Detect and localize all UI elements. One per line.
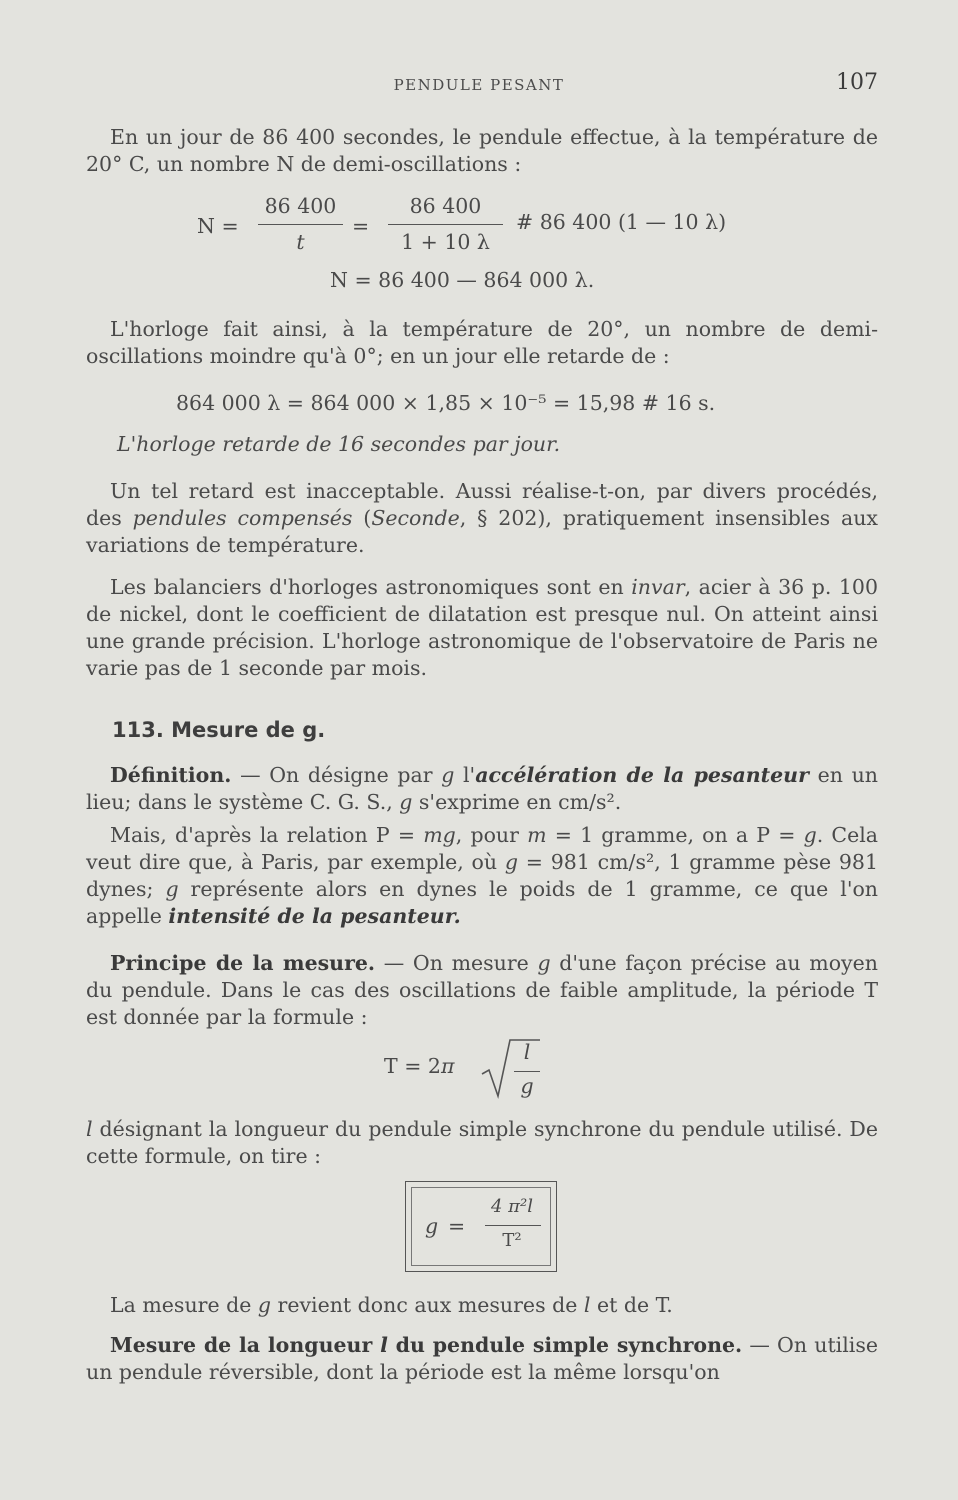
eq1-frac2-num: 86 400 — [409, 194, 482, 218]
invar-term: invar — [631, 575, 685, 599]
principe-a: — On mesure — [375, 951, 538, 975]
l-text: désignant la longueur du pendule simple synchrone du pendule utilisé. De cette formule, on tire : — [86, 1117, 878, 1168]
mesure-b: revient donc aux mesures de — [271, 1293, 584, 1317]
mesure-c: et de T. — [590, 1293, 673, 1317]
def-text-d: en un lieu; dans le système C. G. S., — [86, 763, 878, 814]
mais-g3: g — [165, 877, 179, 901]
eq1-frac2-bar — [388, 224, 503, 225]
principe-b: d'une façon précise au moyen du pendule. Dans le cas des oscillations de faible amplitude, la période T est donnée par la formule : — [86, 951, 878, 1029]
running-header: PENDULE PESANT — [393, 76, 565, 94]
principe-paragraph — [86, 950, 878, 1031]
mais-d: . Cela veut dire que, à Paris, par exemple, où — [86, 823, 878, 874]
eq4-lhs-text: T = 2 — [384, 1054, 441, 1078]
compense-text-a: Un tel retard est inacceptable. Aussi réalise-t-on, par divers procédés, des — [86, 479, 878, 530]
mesure-a: La mesure de — [110, 1293, 258, 1317]
eq5-equals: = — [448, 1214, 466, 1238]
final-paragraph — [86, 1332, 878, 1386]
definition-paragraph — [86, 762, 878, 816]
invar-text-c: , acier à 36 p. 100 de nickel, dont le coefficient de dilatation est presque nul. On atteint ainsi une grande précision. L'horloge astronomique de l'observatoire de Paris ne varie pas de 1 seconde par mois. — [86, 575, 878, 680]
eq4-bar — [514, 1071, 540, 1072]
principe-label: Principe de la mesure. — [110, 951, 376, 975]
def-g: g — [441, 763, 455, 787]
def-g2: g — [399, 790, 413, 814]
mais-term: intensité de la pesanteur. — [168, 904, 461, 928]
eq1-approx: # 86 400 (1 — 10 λ) — [516, 210, 727, 234]
eq5-lhs: g — [425, 1214, 439, 1238]
intro-text: En un jour de 86 400 secondes, le pendule effectue, à la température de 20° C, un nombre N de demi-oscillations : — [86, 125, 878, 176]
final-label-a: Mesure de la longueur — [110, 1333, 381, 1357]
invar-paragraph — [86, 574, 878, 682]
eq1-frac1-num: 86 400 — [264, 194, 337, 218]
compense-text-c: ( — [352, 506, 372, 530]
eq4-num: l — [523, 1040, 531, 1064]
mesure-paragraph — [86, 1292, 878, 1319]
eq1-frac1-bar — [258, 224, 343, 225]
mesure-l: l — [583, 1293, 591, 1317]
l-paragraph — [86, 1116, 878, 1170]
eq2: N = 86 400 — 864 000 λ. — [330, 268, 595, 292]
eq1-equals: = — [352, 214, 370, 238]
eq1-frac1-den: t — [296, 230, 305, 254]
definition-label: Définition. — [110, 763, 232, 787]
def-term: accélération de la pesanteur — [475, 763, 809, 787]
mais-paragraph — [86, 822, 878, 930]
mais-m: m — [527, 823, 547, 847]
retard-paragraph — [86, 316, 878, 370]
principe-g: g — [537, 951, 551, 975]
final-text: — On utilise un pendule réversible, dont la période est la même lorsqu'on — [86, 1333, 879, 1384]
mais-b: , pour — [455, 823, 528, 847]
mais-f: représente alors en dynes le poids de 1 gramme, ce que l'on appelle — [86, 877, 878, 928]
eq5-den: T² — [502, 1230, 522, 1251]
eq4-pi: π — [440, 1054, 455, 1078]
def-text-e: s'exprime en cm/s². — [412, 790, 622, 814]
section-heading: 113. Mesure de g. — [112, 718, 326, 742]
eq1-lhs: N = — [197, 214, 239, 238]
mais-mg: mg — [423, 823, 456, 847]
eq4-den: g — [520, 1074, 534, 1098]
def-text-a: — On désigne par — [231, 763, 442, 787]
def-text-b: l' — [454, 763, 476, 787]
mais-g: g — [803, 823, 817, 847]
l-var: l — [86, 1117, 93, 1141]
mesure-g: g — [257, 1293, 271, 1317]
invar-text-a: Les balanciers d'horloges astronomiques sont en — [110, 575, 632, 599]
retard-text: L'horloge fait ainsi, à la température de 20°, un nombre de demi-oscillations moindre qu'à 0°; en un jour elle retarde de : — [86, 317, 878, 368]
eq5-num: 4 π²l — [491, 1196, 533, 1217]
compense-ref: Seconde — [371, 506, 460, 530]
eq1-frac2-den: 1 + 10 λ — [401, 230, 490, 254]
final-label-l: l — [380, 1333, 388, 1357]
compense-paragraph — [86, 478, 878, 559]
intro-paragraph — [86, 124, 878, 178]
mais-g2: g — [504, 850, 519, 874]
conclusion-line: L'horloge retarde de 16 secondes par jour. — [117, 432, 561, 456]
final-label-b: du pendule simple synchrone. — [387, 1333, 743, 1357]
mais-c: = 1 gramme, on a P = — [546, 823, 804, 847]
compense-text-e: , § 202), pratiquement insensibles aux variations de température. — [86, 506, 878, 557]
mais-a: Mais, d'après la relation P = — [110, 823, 424, 847]
compense-term: pendules compensés — [132, 506, 353, 530]
page-number: 107 — [836, 70, 878, 95]
eq3: 864 000 λ = 864 000 × 1,85 × 10⁻⁵ = 15,98 # 16 s. — [176, 391, 716, 415]
eq4-lhs — [384, 1054, 454, 1078]
mais-e: = 981 cm/s², 1 gramme pèse 981 dynes; — [86, 850, 879, 901]
eq5-bar — [485, 1225, 541, 1226]
